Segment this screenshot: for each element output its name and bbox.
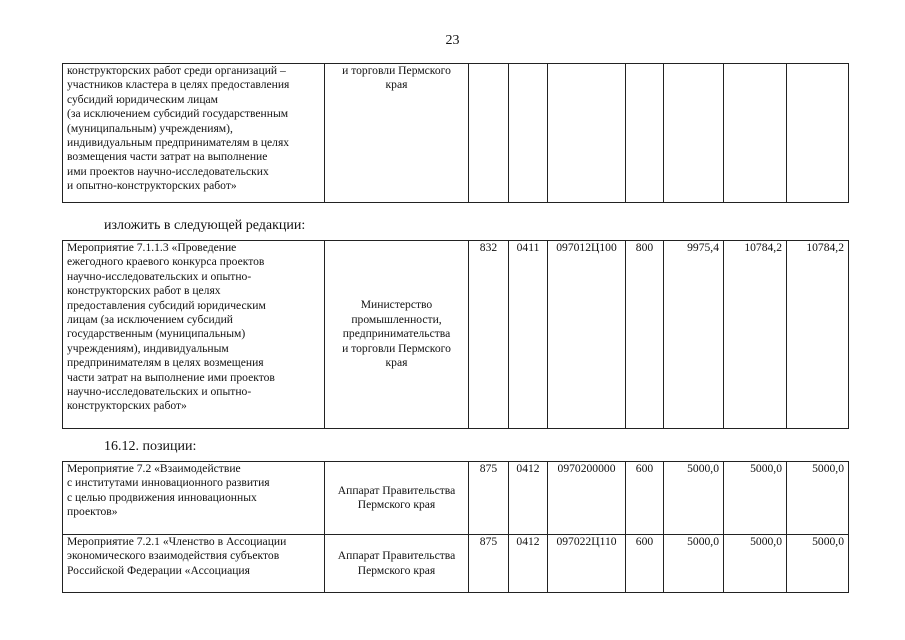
budget-table-new-edition	[62, 240, 849, 429]
description-line: предпринимателям в целях возмещения	[67, 356, 264, 370]
description-line: и опытно-конструкторских работ»	[67, 179, 237, 193]
amount-year1-cell: 5000,0	[664, 535, 724, 593]
activity-description-cell	[63, 64, 325, 203]
description-line: научно-исследовательских и опытно-	[67, 385, 252, 399]
executor-line: Министерство	[360, 298, 433, 312]
amount-year3-cell	[787, 64, 849, 203]
table-row	[63, 462, 849, 535]
table-row	[63, 241, 849, 429]
target-article-cell	[548, 64, 626, 203]
description-line: конструкторских работ в целях	[67, 284, 221, 298]
description-line: лицам (за исключением субсидий	[67, 313, 234, 327]
executor-cell	[325, 241, 469, 429]
executor-line: и торговли Пермского	[342, 341, 451, 355]
gr-code-cell: 875	[469, 535, 509, 593]
description-line: возмещения части затрат на выполнение	[67, 150, 268, 164]
amount-year2-cell: 5000,0	[724, 535, 787, 593]
section-code-cell: 0411	[509, 241, 548, 429]
activity-description-cell	[63, 535, 325, 593]
executor-line: Пермского края	[357, 498, 436, 511]
expense-type-cell	[626, 64, 664, 203]
description-line: (за исключением субсидий государственным	[67, 107, 289, 121]
description-line: с институтами инновационного развития	[67, 476, 270, 490]
executor-line: края	[385, 356, 408, 370]
amount-year2-cell: 10784,2	[724, 241, 787, 429]
description-line: конструкторских работ»	[67, 399, 187, 413]
description-line: ими проектов научно-исследовательских	[67, 164, 269, 178]
target-article-cell: 0970200000	[548, 462, 626, 535]
description-line: Мероприятие 7.2.1 «Членство в Ассоциации	[67, 535, 287, 548]
description-line: (муниципальным) учреждениям),	[67, 121, 233, 135]
description-line: учреждениям), индивидуальным	[67, 341, 229, 355]
description-line: конструкторских работ среди организаций –	[67, 64, 286, 77]
description-line: проектов»	[67, 505, 118, 519]
executor-line: Пермского края	[357, 563, 436, 577]
target-article-cell: 097012Ц100	[548, 241, 626, 429]
description-line: научно-исследовательских и опытно-	[67, 269, 252, 283]
amount-year2-cell: 5000,0	[724, 462, 787, 535]
description-line: индивидуальным предпринимателям в целях	[67, 136, 290, 150]
budget-table-positions	[62, 461, 849, 593]
executor-line: промышленности,	[351, 312, 442, 326]
gr-code-cell	[469, 64, 509, 203]
page-number: 23	[445, 33, 460, 48]
budget-table-previous	[62, 63, 849, 203]
executor-line: Аппарат Правительства	[337, 483, 456, 497]
description-line: Мероприятие 7.1.1.3 «Проведение	[67, 241, 237, 254]
executor-cell	[325, 535, 469, 593]
description-line: предоставления субсидий юридическим	[67, 298, 266, 312]
executor-line: края	[385, 78, 408, 92]
executor-line: Аппарат Правительства	[337, 549, 456, 563]
description-line: с целью продвижения инновационных	[67, 490, 257, 504]
executor-line: предпринимательства	[342, 327, 451, 341]
gr-code-cell: 832	[469, 241, 509, 429]
instruction-paragraph: изложить в следующей редакции:	[104, 218, 306, 233]
activity-description-cell	[63, 462, 325, 535]
section-code-cell: 0412	[509, 462, 548, 535]
expense-type-cell: 800	[626, 241, 664, 429]
gr-code-cell: 875	[469, 462, 509, 535]
description-line: экономического взаимодействия субъектов	[67, 549, 280, 563]
amount-year3-cell: 10784,2	[787, 241, 849, 429]
description-line: части затрат на выполнение ими проектов	[67, 370, 275, 384]
expense-type-cell: 600	[626, 535, 664, 593]
amount-year1-cell: 5000,0	[664, 462, 724, 535]
executor-line: и торговли Пермского	[342, 64, 451, 77]
description-line: государственным (муниципальным)	[67, 327, 246, 341]
amount-year2-cell	[724, 64, 787, 203]
section-code-cell	[509, 64, 548, 203]
activity-description-cell	[63, 241, 325, 429]
table-row	[63, 535, 849, 593]
executor-cell	[325, 64, 469, 203]
table-row	[63, 64, 849, 203]
description-line: Мероприятие 7.2 «Взаимодействие	[67, 462, 241, 475]
amount-year1-cell: 9975,4	[664, 241, 724, 429]
executor-cell	[325, 462, 469, 535]
description-line: ежегодного краевого конкурса проектов	[67, 255, 265, 269]
expense-type-cell: 600	[626, 462, 664, 535]
target-article-cell: 097022Ц110	[548, 535, 626, 593]
section-code-cell: 0412	[509, 535, 548, 593]
section-paragraph: 16.12. позиции:	[104, 439, 197, 454]
description-line: субсидий юридическим лицам	[67, 92, 219, 106]
description-line: Российской Федерации «Ассоциация	[67, 563, 250, 577]
amount-year3-cell: 5000,0	[787, 462, 849, 535]
description-line: участников кластера в целях предоставления	[67, 78, 290, 92]
amount-year1-cell	[664, 64, 724, 203]
amount-year3-cell: 5000,0	[787, 535, 849, 593]
